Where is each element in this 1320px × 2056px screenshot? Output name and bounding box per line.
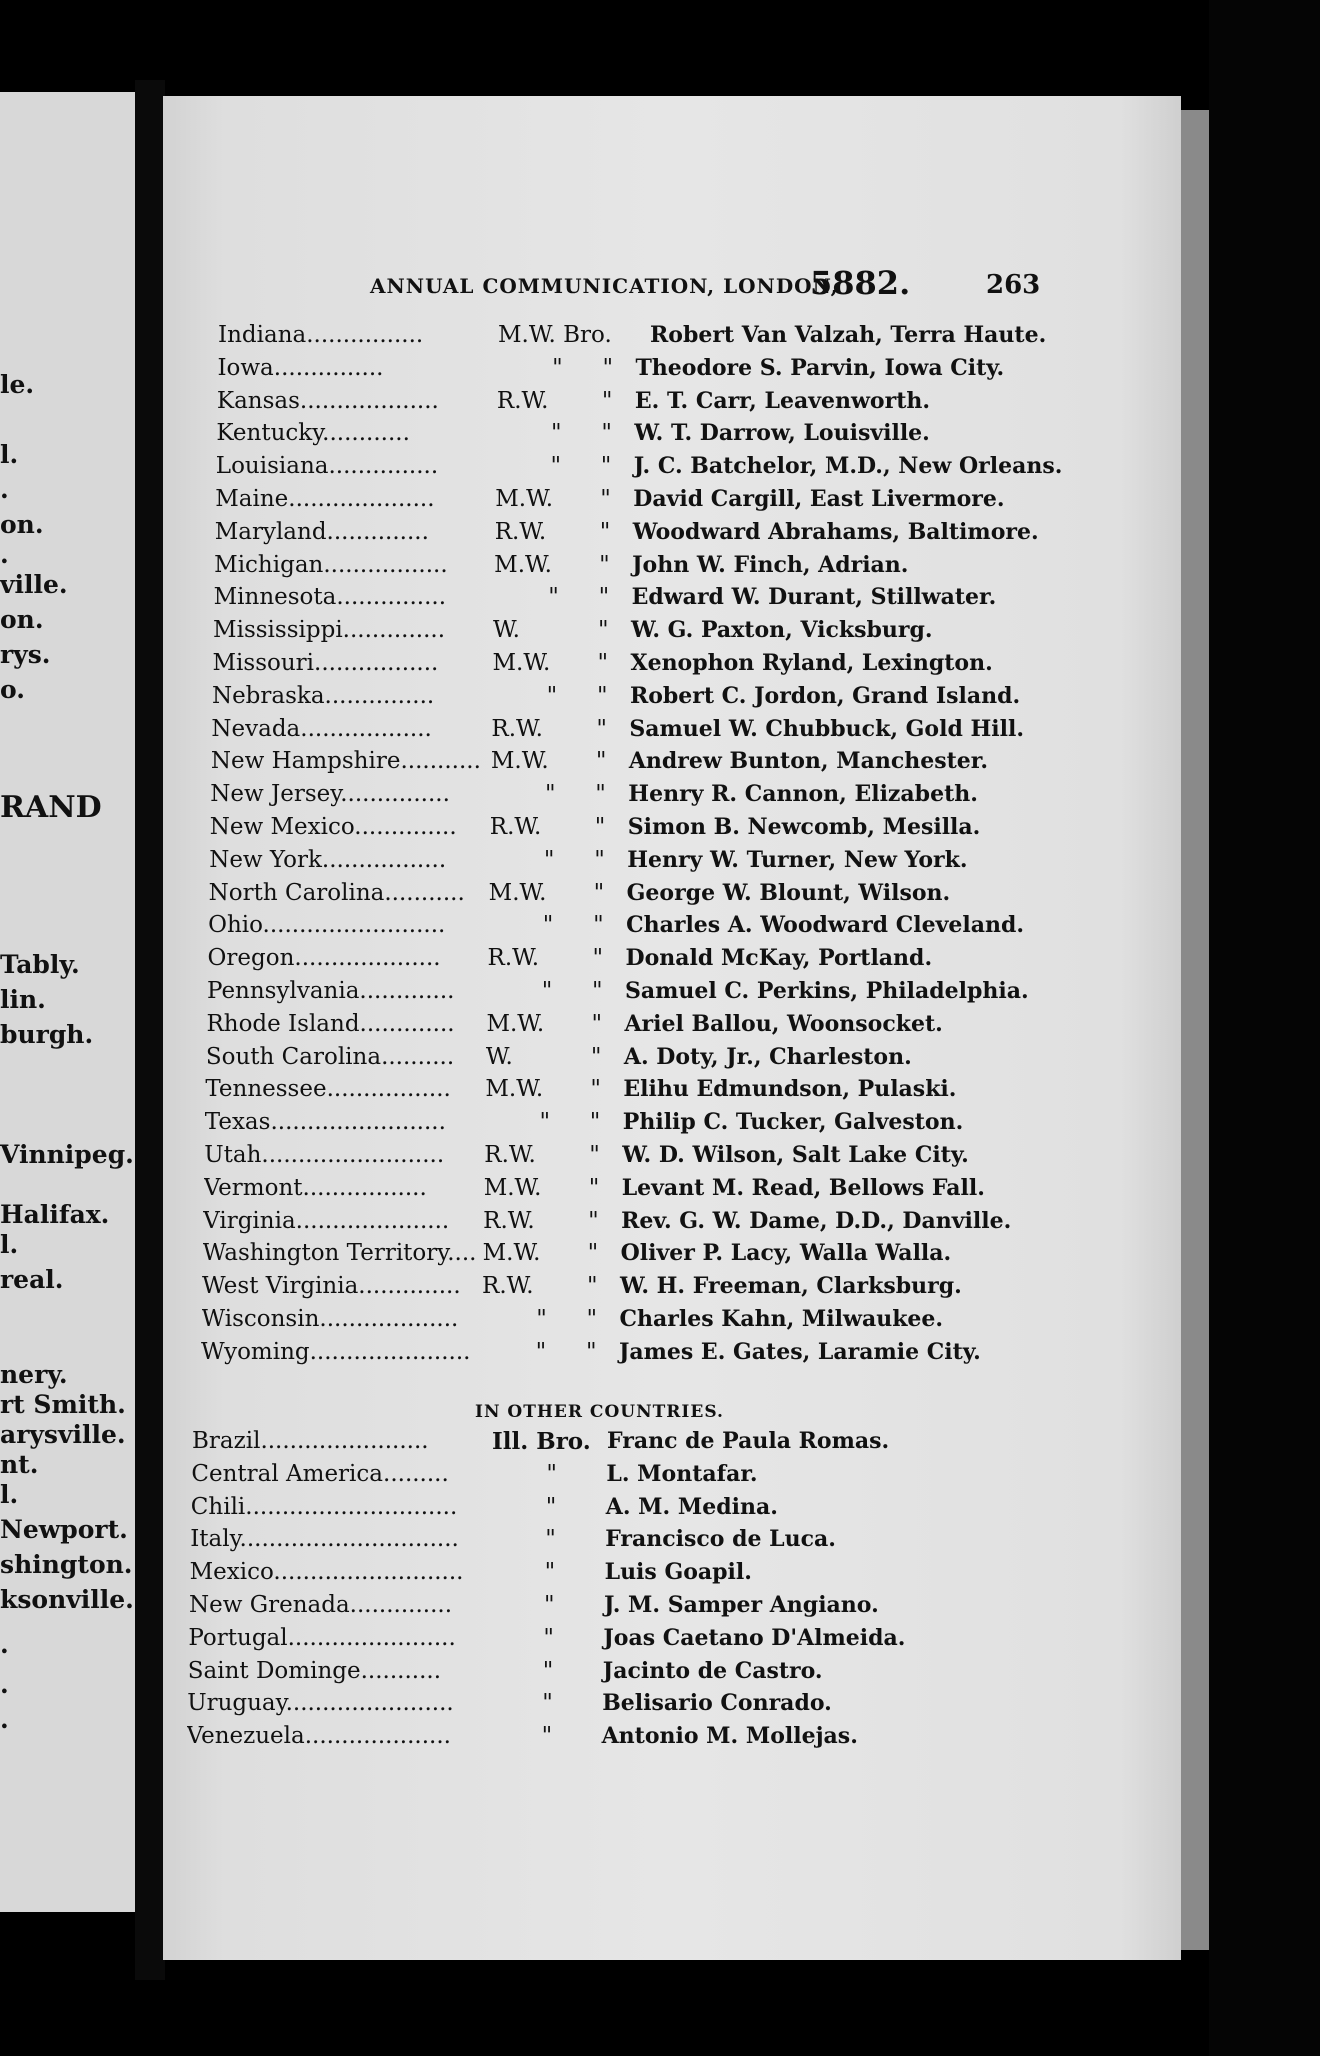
rank-title: W. [485,1043,513,1070]
rank-title: " [552,354,563,381]
section-heading-other-countries: IN OTHER COUNTRIES. [475,1402,724,1422]
state-name: Louisiana............... [215,453,439,480]
state-name: Mississippi.............. [213,617,446,644]
rank-title: " [546,682,558,709]
representative-name: W. T. Darrow, Louisville. [634,420,930,447]
country-row [189,1592,949,1624]
state-name: Virginia..................... [203,1207,450,1234]
facing-page-text: ville. [0,570,68,599]
rank-title: M.W. [485,1076,544,1103]
state-name: New Mexico.............. [209,814,457,840]
representative-row [204,1175,1024,1207]
rank-title: " [543,1624,554,1651]
representative-name: Henry W. Turner, New York. [627,846,968,873]
ditto-mark: " [601,387,613,414]
rank-title: " [541,978,553,1004]
representative-row [213,650,1033,682]
rank-title: " [544,1592,555,1618]
facing-page-text: Vinnipeg. [0,1140,134,1169]
country-row [191,1461,951,1493]
representative-name: A. M. Medina. [605,1493,778,1520]
rank-title: " [550,453,562,480]
representative-row [212,683,1032,715]
representative-row [202,1273,1022,1305]
ditto-mark: " [599,551,610,578]
ditto-mark: " [600,486,611,512]
facing-page-text: lin. [0,985,46,1014]
page-edge [1181,110,1209,1950]
state-name: Iowa............... [217,354,384,381]
state-name: South Carolina.......... [205,1043,455,1070]
running-header [370,264,1041,310]
representative-row [201,1339,1021,1371]
representative-name: Samuel W. Chubbuck, Gold Hill. [629,715,1025,742]
representative-name: Andrew Bunton, Manchester. [628,748,988,775]
rank-title: " [535,1338,547,1365]
representative-name: Rev. G. W. Dame, D.D., Danville. [621,1207,1012,1234]
rank-title: R.W. [491,715,543,742]
representative-row [214,552,1034,584]
facing-page-text: real. [0,1265,64,1294]
representative-row [213,617,1033,649]
country-row [188,1658,948,1690]
rank-title: " [546,1460,557,1487]
ditto-mark: " [598,617,609,644]
ditto-mark: " [585,1338,597,1365]
representative-name: George W. Blount, Wilson. [626,879,951,906]
ditto-mark: " [593,912,604,939]
facing-page-text: . [0,475,9,504]
representative-name: Franc de Paula Romas. [607,1428,890,1454]
representative-row [211,748,1031,780]
rank-title: " [536,1306,547,1332]
facing-page-text: Halifax. [0,1200,110,1229]
representative-name: A. Doty, Jr., Charleston. [623,1043,912,1070]
state-name: North Carolina........... [208,879,465,906]
facing-page-text: arysville. [0,1420,126,1449]
representative-row [206,1011,1026,1043]
country-row [187,1690,947,1722]
country-name: Chili............................. [190,1493,458,1520]
ditto-mark: " [596,682,608,709]
representative-name: Francisco de Luca. [605,1526,836,1553]
rank-title: " [548,584,559,611]
representative-row [218,322,1047,354]
state-name: Oregon.................... [207,945,441,972]
state-name: Minnesota............... [213,584,447,611]
rank-title: M.W. [492,650,551,676]
state-name: Missouri................. [212,650,439,676]
state-name: Texas........................ [204,1109,446,1136]
state-name: Rhode Island............. [206,1010,455,1037]
state-name: Pennsylvania............. [207,978,455,1004]
facing-page-text: RAND [0,790,102,825]
representative-row [217,355,1037,387]
ditto-mark: " [600,453,612,480]
representative-name: W. D. Wilson, Salt Lake City. [622,1142,969,1168]
facing-page-text: Tably. [0,950,80,979]
rank-title: " [542,1690,553,1717]
country-name: Saint Dominge........... [187,1657,442,1684]
facing-page-text: shington. [0,1550,133,1579]
ditto-mark: " [592,945,604,972]
rank-title: M.W. [486,1010,545,1037]
representative-row [210,814,1030,846]
representative-name: Philip C. Tucker, Galveston. [622,1109,964,1136]
representative-name: J. M. Samper Angiano. [604,1592,879,1618]
representative-row [208,912,1028,944]
representative-name: Oliver P. Lacy, Walla Walla. [620,1240,952,1267]
ditto-mark: " [588,1207,599,1234]
facing-page-text: . [0,1670,9,1699]
rank-title: M.W. [483,1174,542,1201]
state-name: Kansas................... [216,387,439,414]
country-name: Venezuela.................... [186,1723,451,1750]
representative-name: Robert Van Valzah, Terra Haute. [650,322,1047,348]
representative-row [203,1208,1023,1240]
ditto-mark: " [594,846,605,873]
representative-row [206,1044,1026,1076]
ditto-mark: " [601,420,612,447]
ditto-mark: " [587,1273,598,1300]
representative-name: Antonio M. Mollejas. [601,1723,858,1750]
facing-page-text: . [0,1630,9,1659]
rank-title: " [551,420,562,447]
representative-row [215,453,1063,485]
rank-title: " [545,781,556,808]
facing-page-text: on. [0,510,44,539]
rank-title: " [543,846,555,873]
state-name: Michigan................. [214,551,448,578]
rank-title: R.W. [489,814,542,840]
facing-page-text: rys. [0,640,51,669]
representative-row [202,1306,1022,1338]
rank-title: " [539,1109,551,1136]
representative-name: Donald McKay, Portland. [625,945,933,972]
representative-row [208,945,1028,977]
state-name: Maine.................... [215,486,435,512]
rank-title: " [542,912,554,939]
country-row [187,1723,947,1755]
ditto-mark: " [592,978,603,1004]
rank-title: R.W. [494,518,547,545]
representative-name: Edward W. Durant, Stillwater. [631,584,997,611]
representative-name: Woodward Abrahams, Baltimore. [632,518,1039,545]
representative-row [217,388,1037,420]
country-row [190,1526,950,1558]
representative-row [210,781,1030,813]
representative-name: Robert C. Jordon, Grand Island. [629,682,1021,709]
rank-title: W. [493,617,520,644]
state-name: New York................. [209,846,447,873]
state-name: Nebraska............... [211,682,435,709]
state-name: Wyoming...................... [200,1338,471,1365]
header-title: ANNUAL COMMUNICATION, LONDON, [370,274,839,298]
representative-name: Levant M. Read, Bellows Fall. [621,1174,985,1201]
rank-title: R.W. [484,1142,536,1168]
representative-row [205,1109,1025,1141]
representative-row [205,1076,1025,1108]
representative-row [204,1142,1024,1174]
state-name: West Virginia.............. [202,1273,461,1300]
representative-name: Simon B. Newcomb, Mesilla. [627,814,981,840]
ditto-mark: " [590,1043,602,1070]
state-name: Indiana................ [218,322,424,348]
state-name: Utah......................... [204,1142,445,1168]
rank-title: " [542,1657,554,1684]
facing-page-text: l. [0,1480,19,1509]
country-name: Uruguay....................... [187,1690,454,1717]
representative-name: J. C. Batchelor, M.D., New Orleans. [633,453,1063,480]
ditto-mark: " [598,584,610,611]
book-gutter [135,80,165,1980]
ditto-mark: " [590,1076,601,1103]
facing-page-fragment [0,92,135,1912]
facing-page-text: o. [0,675,25,704]
ditto-mark: " [595,781,606,808]
representative-name: W. H. Freeman, Clarksburg. [620,1273,962,1300]
state-name: Washington Territory.... [202,1240,477,1267]
country-name: Mexico.......................... [189,1559,464,1586]
ditto-mark: " [602,354,614,381]
rank-title: R.W. [482,1273,534,1300]
representative-row [207,978,1027,1010]
representative-name: Joas Caetano D'Almeida. [603,1624,906,1651]
rank-title: " [544,1559,556,1586]
representative-row [209,880,1029,912]
facing-page-text: l. [0,1230,19,1259]
country-row [190,1559,950,1591]
representative-name: John W. Finch, Adrian. [632,551,909,578]
facing-page-text: . [0,1705,9,1734]
rank-title: " [545,1526,556,1553]
representative-name: Luis Goapil. [604,1559,752,1586]
rank-title: M.W. [490,748,549,775]
state-name: Nevada.................. [211,715,432,742]
representative-row [209,847,1029,879]
facing-page-text: Newport. [0,1515,128,1544]
representative-name: David Cargill, East Livermore. [633,486,1005,512]
representative-name: Charles A. Woodward Cleveland. [626,912,1024,939]
representative-name: James E. Gates, Laramie City. [618,1338,981,1365]
representative-name: Ariel Ballou, Woonsocket. [624,1010,943,1037]
facing-page-text: le. [0,370,35,399]
representative-row [214,584,1034,616]
state-name: Vermont................. [203,1174,427,1201]
state-name: New Jersey............... [210,781,450,808]
rank-title: R.W. [496,387,549,414]
ditto-mark: " [586,1306,598,1332]
ditto-mark: " [591,1010,603,1037]
ditto-mark: " [588,1174,600,1201]
ditto-mark: " [589,1109,601,1136]
representative-name: W. G. Paxton, Vicksburg. [631,617,933,644]
country-name: Central America......... [191,1460,449,1487]
facing-page-text: on. [0,605,44,634]
rank-title: M.W. [488,879,547,906]
representative-name: E. T. Carr, Leavenworth. [634,387,931,414]
ditto-mark: " [599,518,611,545]
country-row [191,1494,951,1526]
representative-name: Jacinto de Castro. [602,1657,823,1684]
representative-row [211,716,1031,748]
facing-page-text: burgh. [0,1020,94,1049]
facing-page-text: . [0,540,9,569]
ditto-mark: " [587,1240,599,1267]
ditto-mark: " [594,814,606,840]
country-name: Italy.............................. [190,1526,459,1553]
representative-name: Xenophon Ryland, Lexington. [630,650,993,676]
rank-title: R.W. [483,1207,535,1234]
page-number: 263 [986,270,1041,300]
rank-title: M.W. [482,1240,541,1267]
representative-name: Henry R. Cannon, Elizabeth. [628,781,978,808]
ditto-mark: " [595,748,607,775]
state-name: Ohio......................... [208,912,446,939]
book-spine [1209,0,1320,2056]
representative-name: Charles Kahn, Milwaukee. [619,1306,944,1332]
facing-page-text: nt. [0,1450,39,1479]
representative-row [216,420,1036,452]
rank-title: Ill. Bro. [492,1428,591,1455]
rank-title: M.W. Bro. [498,322,612,348]
country-row [192,1428,952,1460]
ditto-mark: " [589,1142,600,1168]
state-name: New Hampshire........... [210,748,481,775]
country-name: Brazil....................... [192,1428,429,1454]
representative-row [203,1240,1023,1272]
representative-name: L. Montafar. [606,1460,758,1487]
facing-page-text: rt Smith. [0,1390,126,1419]
country-row [188,1625,948,1657]
header-year: 5882. [810,264,911,302]
representative-row [214,518,1039,551]
representative-row [215,486,1035,518]
facing-page-text: l. [0,440,19,469]
state-name: Wisconsin................... [201,1306,459,1332]
country-name: Portugal....................... [188,1624,456,1651]
state-name: Maryland.............. [214,518,429,545]
state-name: Kentucky............ [216,420,410,447]
representative-name: Belisario Conrado. [602,1690,832,1717]
rank-title: " [541,1723,553,1750]
rank-title: " [545,1493,557,1520]
ditto-mark: " [593,879,605,906]
state-name: Tennessee................. [205,1076,451,1103]
rank-title: R.W. [487,945,540,972]
facing-page-text: ksonville. [0,1585,134,1614]
rank-title: M.W. [494,551,552,578]
representative-name: Elihu Edmundson, Pulaski. [623,1076,957,1103]
representative-name: Theodore S. Parvin, Iowa City. [635,354,1005,381]
ditto-mark: " [597,650,609,676]
facing-page-text: nery. [0,1360,68,1389]
ditto-mark: " [596,715,607,742]
representative-name: Samuel C. Perkins, Philadelphia. [625,978,1029,1004]
rank-title: M.W. [495,486,554,512]
country-name: New Grenada.............. [189,1592,453,1618]
